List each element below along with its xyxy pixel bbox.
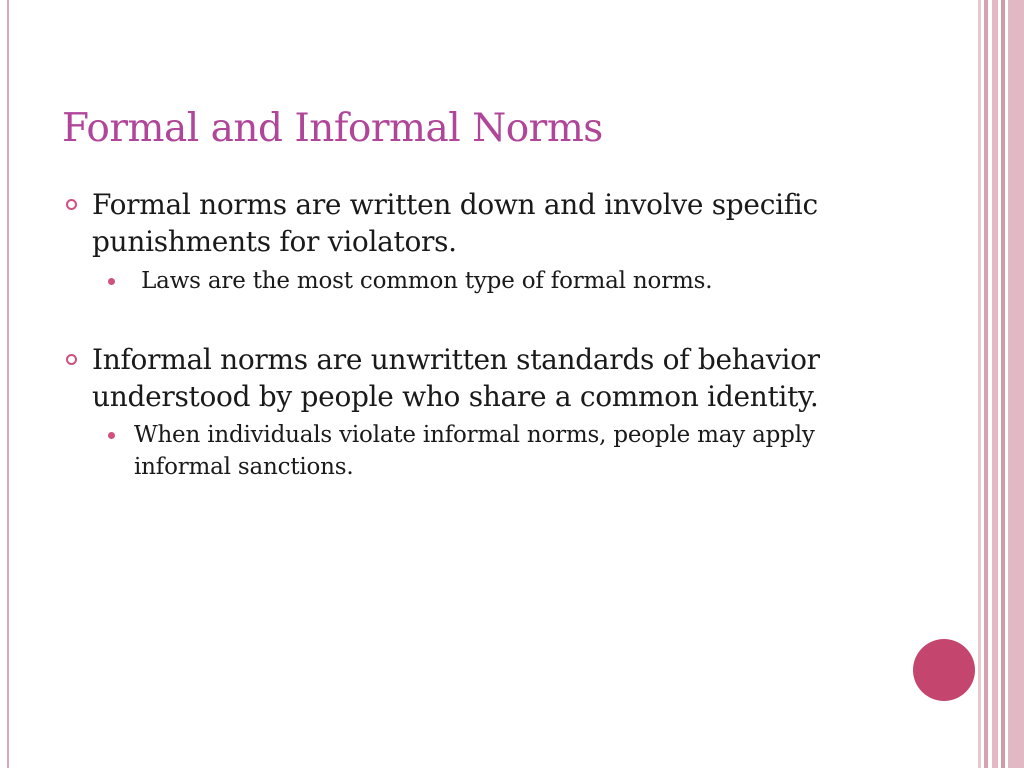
right-stripe (1001, 0, 1005, 768)
ring-bullet-icon (66, 199, 77, 210)
slide-title: Formal and Informal Norms (62, 106, 603, 151)
bullet-level1 (64, 186, 924, 260)
right-stripe (984, 0, 988, 768)
bullet-level2 (64, 419, 894, 483)
right-stripe (992, 0, 998, 768)
sub-bullet-text: Laws are the most common type of formal norms. (134, 268, 713, 294)
dot-bullet-icon (108, 278, 115, 285)
left-border-line (7, 0, 9, 768)
dot-bullet-icon (108, 432, 115, 439)
pink-circle (913, 639, 975, 701)
slide-content (64, 186, 924, 483)
sub-bullet-text: When individuals violate informal norms, people may apply informal sanctions. (134, 422, 815, 480)
bullet-level2 (64, 265, 924, 297)
bullet-text: Informal norms are unwritten standards of behavior understood by people who share a common identity. (92, 343, 820, 413)
bullet-text: Formal norms are written down and involve specific punishments for violators. (92, 188, 818, 258)
bullet-level1 (64, 341, 924, 415)
ring-bullet-icon (66, 354, 77, 365)
right-stripe (978, 0, 981, 768)
right-stripe (1008, 0, 1024, 768)
